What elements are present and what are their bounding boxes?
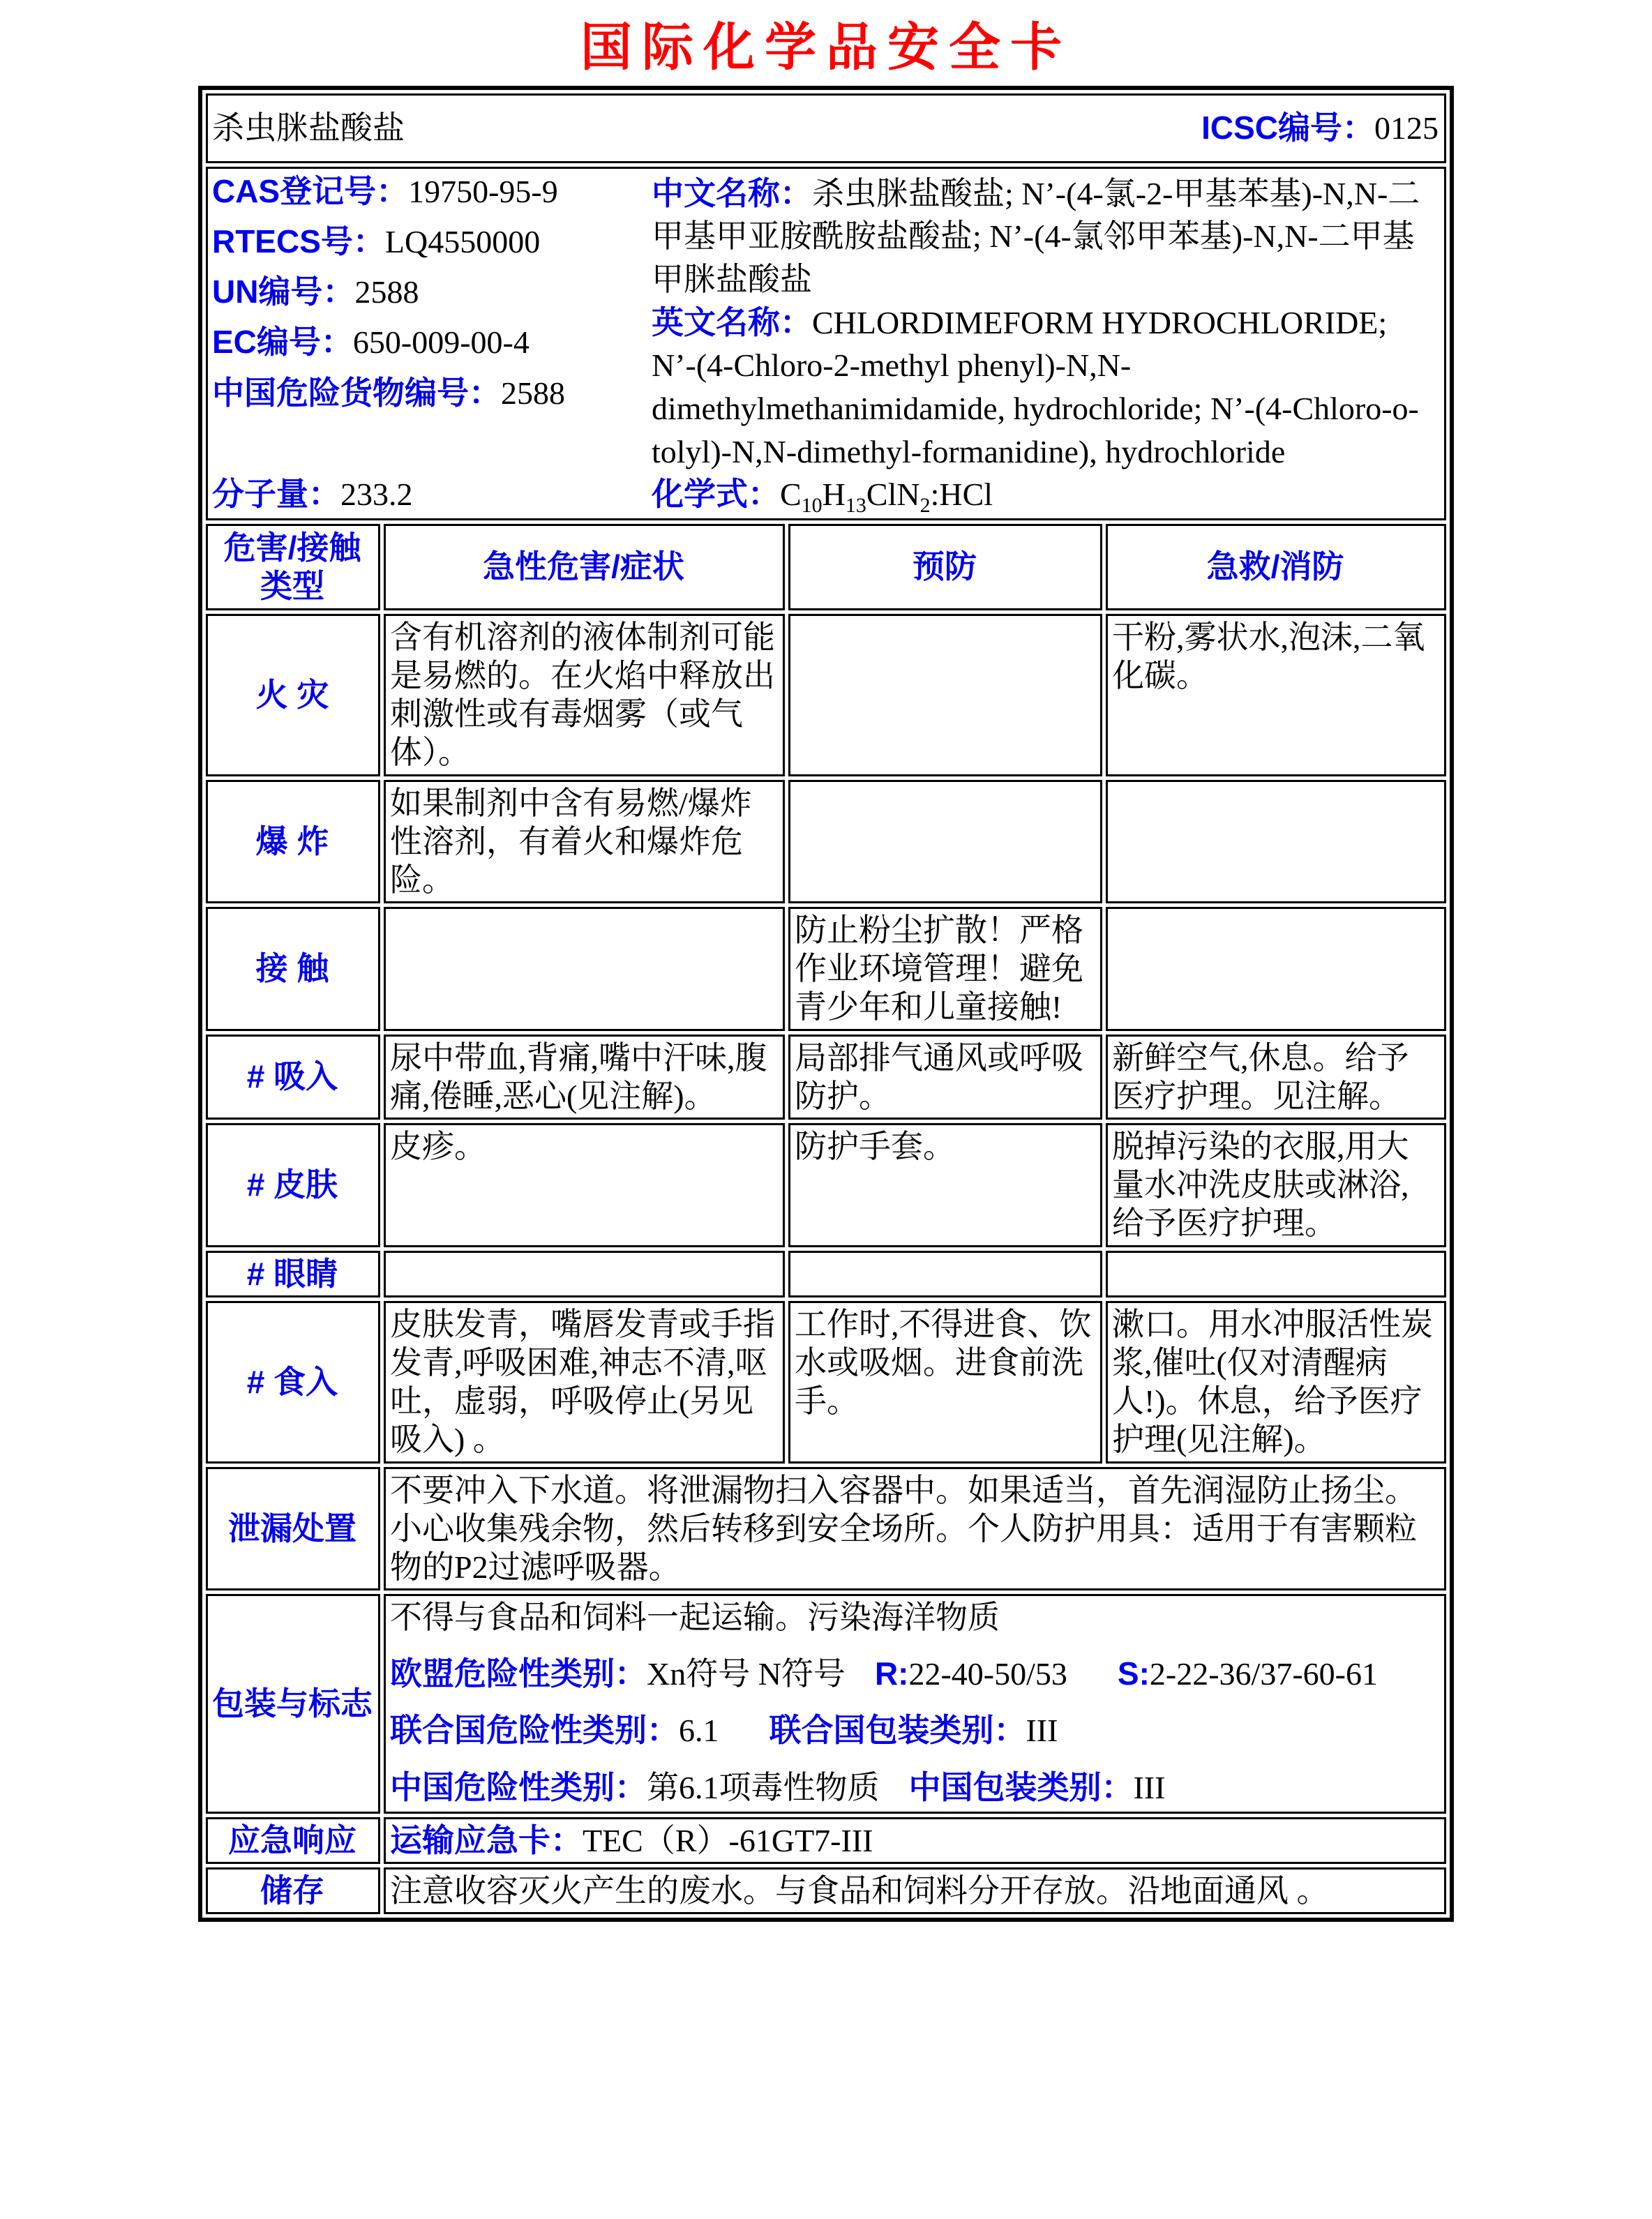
hazard-type: # 眼睛 <box>206 1251 380 1297</box>
hazard-symptoms: 含有机溶剂的液体制剂可能是易燃的。在火焰中释放出刺激性或有毒烟雾（或气体）。 <box>384 614 785 776</box>
transport-note: 不得与食品和饲料一起运输。污染海洋物质 <box>389 1600 1000 1636</box>
transport-emergency-card-label: 运输应急卡： <box>389 1821 583 1858</box>
un-class-value: 6.1 <box>678 1713 719 1749</box>
hazard-prevention: 工作时,不得进食、饮水或吸烟。进食前洗手。 <box>788 1301 1102 1464</box>
hazard-row-skin <box>206 1123 1446 1247</box>
page-title: 国际化学品安全卡 <box>580 18 1072 76</box>
hazard-firstaid <box>1106 780 1446 904</box>
hazard-symptoms <box>384 1251 785 1297</box>
china-classification <box>390 1768 1439 1807</box>
r-phrases-value: 22-40-50/53 <box>908 1656 1067 1692</box>
eu-hazard-classification <box>390 1655 1439 1693</box>
storage-row <box>206 1867 1446 1914</box>
cn-pack-label: 中国包装类别： <box>908 1768 1134 1805</box>
hazard-type: # 皮肤 <box>206 1123 380 1247</box>
col-header-hazard-type: 危害/接触类型 <box>206 524 380 610</box>
s-phrases-label: S: <box>1117 1655 1150 1692</box>
storage-text: 注意收容灭火产生的废水。与食品和饲料分开存放。沿地面通风 。 <box>384 1867 1446 1914</box>
hazard-symptoms: 尿中带血,背痛,嘴中汗味,腹痛,倦睡,恶心(见注解)。 <box>384 1035 785 1120</box>
chinese-name: 中文名称：杀虫脒盐酸盐; N’-(4-氯-2-甲基苯基)-N,N-二甲基甲亚胺酰胺盐酸盐; N’-(4-氯邻甲苯基)-N,N-二甲基甲脒盐酸盐 <box>651 174 1420 298</box>
ec-number: EC编号：650-009-00-4 <box>211 324 530 361</box>
rtecs-number: RTECS号：LQ4550000 <box>211 223 541 259</box>
english-name: 英文名称：CHLORDIMEFORM HYDROCHLORIDE; N’-(4-Chloro-2-methyl phenyl)-N,N-dimethylmethanimidamide, hydrochloride; N’-(4-Chloro-o-tolyl)-N,N-dimethyl-formanidine), hydrochloride <box>651 303 1419 469</box>
hazard-table-header-row <box>206 524 1446 610</box>
icsc-number-label: ICSC编号： <box>1201 110 1375 146</box>
icsc-number-value: 0125 <box>1374 110 1439 146</box>
substance-name: 杀虫脒盐酸盐 <box>211 110 405 146</box>
hazard-firstaid: 漱口。用水冲服活性炭浆,催吐(仅对清醒病人!)。休息，给予医疗护理(见注解)。 <box>1106 1301 1446 1464</box>
substance-header-row <box>206 93 1446 163</box>
hazard-type: # 吸入 <box>206 1035 380 1120</box>
hazard-type: 爆 炸 <box>206 780 380 904</box>
hazard-prevention: 局部排气通风或呼吸防护。 <box>788 1035 1102 1120</box>
spill-disposal-label: 泄漏处置 <box>206 1467 380 1591</box>
cn-class-value: 第6.1项毒性物质 <box>646 1769 880 1805</box>
spill-disposal-text: 不要冲入下水道。将泄漏物扫入容器中。如果适当，首先润湿防止扬尘。小心收集残余物，然后转移到安全场所。个人防护用具：适用于有害颗粒物的P2过滤呼吸器。 <box>384 1467 1446 1591</box>
hazard-type: 接 触 <box>206 907 380 1031</box>
col-header-firstaid: 急救/消防 <box>1106 524 1446 610</box>
hazard-row-inhalation <box>206 1035 1446 1120</box>
spill-disposal-row <box>206 1467 1446 1591</box>
hazard-row-fire <box>206 614 1446 776</box>
hazard-prevention <box>788 1251 1102 1297</box>
eu-symbols: Xn符号 N符号 <box>646 1656 846 1692</box>
un-number: UN编号：2588 <box>211 273 419 310</box>
cn-pack-value: III <box>1133 1769 1166 1805</box>
s-phrases-value: 2-22-36/37-60-61 <box>1149 1656 1378 1692</box>
packing-labelling-row <box>206 1594 1446 1814</box>
hazard-firstaid: 干粉,雾状水,泡沫,二氧化碳。 <box>1106 614 1446 776</box>
icsc-card-table <box>198 86 1454 1922</box>
hazard-symptoms: 如果制剂中含有易燃/爆炸性溶剂，有着火和爆炸危险。 <box>384 780 785 904</box>
r-phrases-label: R: <box>874 1655 909 1692</box>
hazard-firstaid: 脱掉污染的衣服,用大量水冲洗皮肤或淋浴,给予医疗护理。 <box>1106 1123 1446 1247</box>
identifier-list <box>212 171 652 516</box>
un-pack-label: 联合国包装类别： <box>769 1712 1026 1749</box>
hazard-symptoms: 皮肤发青，嘴唇发青或手指发青,呼吸困难,神志不清,呕吐，虚弱，呼吸停止(另见吸入) 。 <box>384 1301 785 1464</box>
icsc-number <box>1201 109 1439 147</box>
hazard-prevention: 防止粉尘扩散！严格作业环境管理！避免青少年和儿童接触! <box>788 907 1102 1031</box>
hazard-prevention <box>788 614 1102 776</box>
cas-number: CAS登记号：19750-95-9 <box>211 172 558 209</box>
un-classification <box>390 1711 1439 1750</box>
hazard-firstaid <box>1106 907 1446 1031</box>
hazard-row-explosion <box>206 780 1446 904</box>
packing-labelling-label: 包装与标志 <box>206 1594 380 1814</box>
emergency-response-label: 应急响应 <box>206 1817 380 1864</box>
chemical-names <box>652 171 1439 516</box>
un-class-label: 联合国危险性类别： <box>389 1712 679 1749</box>
col-header-prevention: 预防 <box>788 524 1102 610</box>
hazard-symptoms: 皮疹。 <box>384 1123 785 1247</box>
hazard-symptoms <box>384 907 785 1031</box>
molecular-weight: 分子量：233.2 <box>211 475 413 512</box>
identifiers-row <box>206 167 1446 520</box>
hazard-type: # 食入 <box>206 1301 380 1464</box>
eu-class-label: 欧盟危险性类别： <box>389 1655 647 1692</box>
storage-label: 储存 <box>206 1867 380 1914</box>
hazard-row-eyes <box>206 1251 1446 1297</box>
china-dangerous-goods-number: 中国危险货物编号：2588 <box>211 374 565 411</box>
hazard-prevention: 防护手套。 <box>788 1123 1102 1247</box>
hazard-type: 火 灾 <box>206 614 380 776</box>
hazard-prevention <box>788 780 1102 904</box>
hazard-row-exposure <box>206 907 1446 1031</box>
chemical-formula: 化学式：$C_{10}H_{13}ClN_2:HCl$ <box>651 476 993 518</box>
col-header-symptoms: 急性危害/症状 <box>384 524 785 610</box>
hazard-firstaid: 新鲜空气,休息。给予医疗护理。见注解。 <box>1106 1035 1446 1120</box>
un-pack-value: III <box>1026 1713 1058 1749</box>
cn-class-label: 中国危险性类别： <box>389 1768 647 1805</box>
hazard-firstaid <box>1106 1251 1446 1297</box>
hazard-row-ingestion <box>206 1301 1446 1464</box>
transport-emergency-card-value: TEC（R）-61GT7-III <box>582 1822 873 1858</box>
emergency-response-row <box>206 1817 1446 1864</box>
